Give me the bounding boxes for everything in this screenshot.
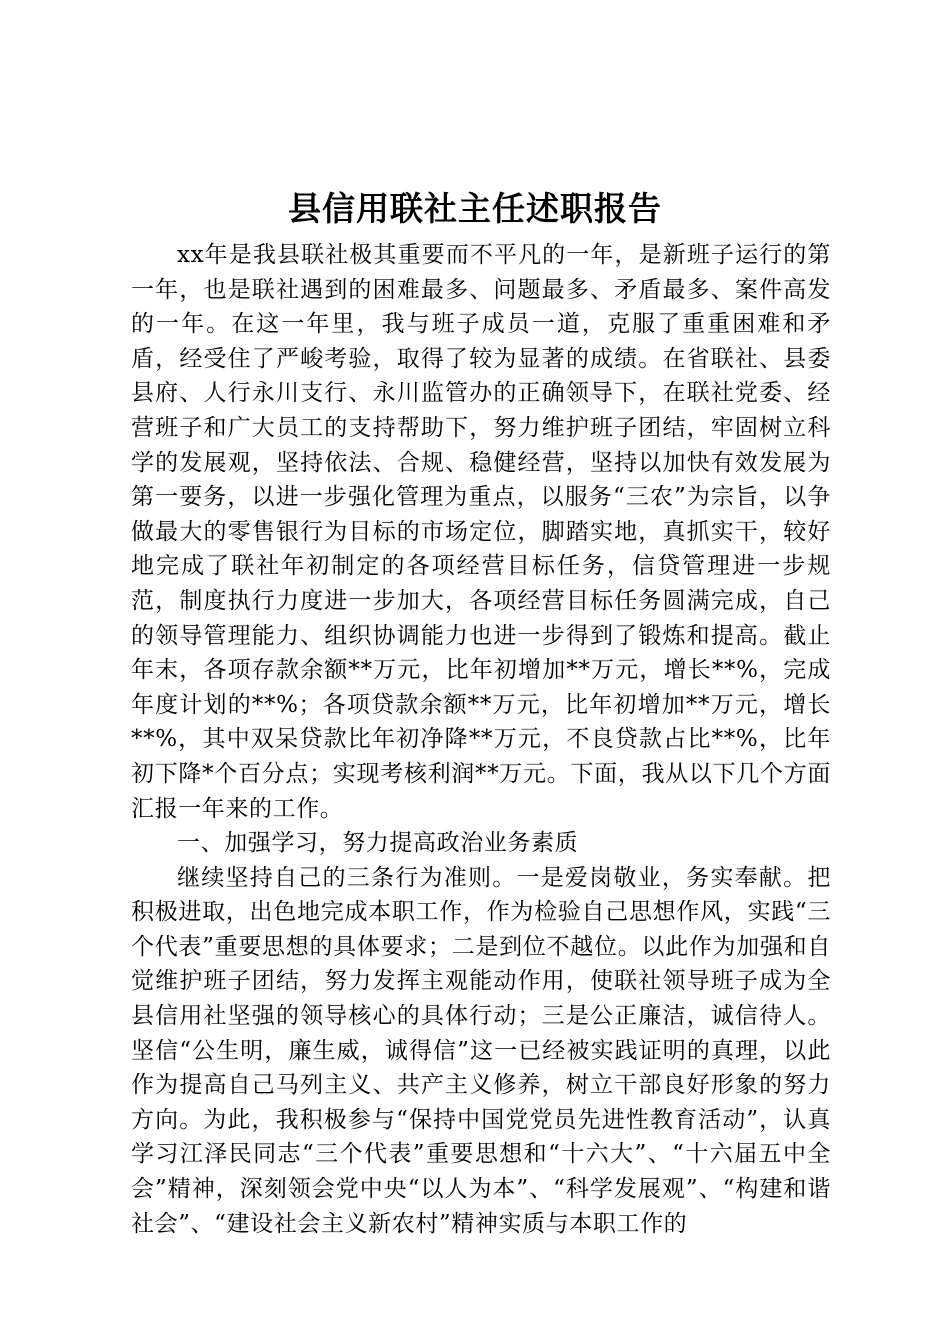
paragraph-intro: xx年是我县联社极其重要而不平凡的一年，是新班子运行的第一年，也是联社遇到的困难最多、问题最多、矛盾最多、案件高发的一年。在这一年里，我与班子成员一道，克服了重重困难和矛盾，经受住了严峻考验，取得了较为显著的成绩。在省联社、县委县府、人行永川支行、永川监管办的正确领导下，在联社党委、经营班子和广大员工的支持帮助下，努力维护班子团结，牢固树立科学的发展观，坚持依法、合规、稳健经营，坚持以加快有效发展为第一要务，以进一步强化管理为重点，以服务“三农”为宗旨，以争做最大的零售银行为目标的市场定位，脚踏实地，真抓实干，较好地完成了联社年初制定的各项经营目标任务，信贷管理进一步规范，制度执行力度进一步加大，各项经营目标任务圆满完成，自己的领导管理能力、组织协调能力也进一步得到了锻炼和提高。截止年末，各项存款余额**万元，比年初增加**万元，增长**%，完成年度计划的**%；各项贷款余额**万元，比年初增加**万元，增长**%，其中双呆贷款比年初净降**万元，不良贷款占比**%，比年初下降*个百分点；实现考核利润**万元。下面，我从以下几个方面汇报一年来的工作。	[131, 242, 831, 822]
document-title: 县信用联社主任述职报告	[288, 189, 662, 228]
paragraph-section-1: 继续坚持自己的三条行为准则。一是爱岗敬业，务实奉献。把积极进取，出色地完成本职工作，作为检验自己思想作风，实践“三个代表”重要思想的具体要求；二是到位不越位。以此作为加强和自觉维护班子团结，努力发挥主观能动作用，使联社领导班子成为全县信用社坚强的领导核心的具体行动；三是公正廉洁，诚信待人。坚信“公生明，廉生威，诚得信”这一已经被实践证明的真理，以此作为提高自己马列主义、共产主义修养，树立干部良好形象的努力方向。为此，我积极参与“保持中国党党员先进性教育活动”，认真学习江泽民同志“三个代表”重要思想和“十六大”、“十六届五中全会”精神，深刻领会党中央“以人为本”、“科学发展观”、“构建和谐社会”、“建设社会主义新农村”精神实质与本职工作的	[131, 864, 831, 1237]
document-body	[131, 238, 831, 1241]
section-heading-1: 一、加强学习，努力提高政治业务素质	[177, 830, 579, 857]
